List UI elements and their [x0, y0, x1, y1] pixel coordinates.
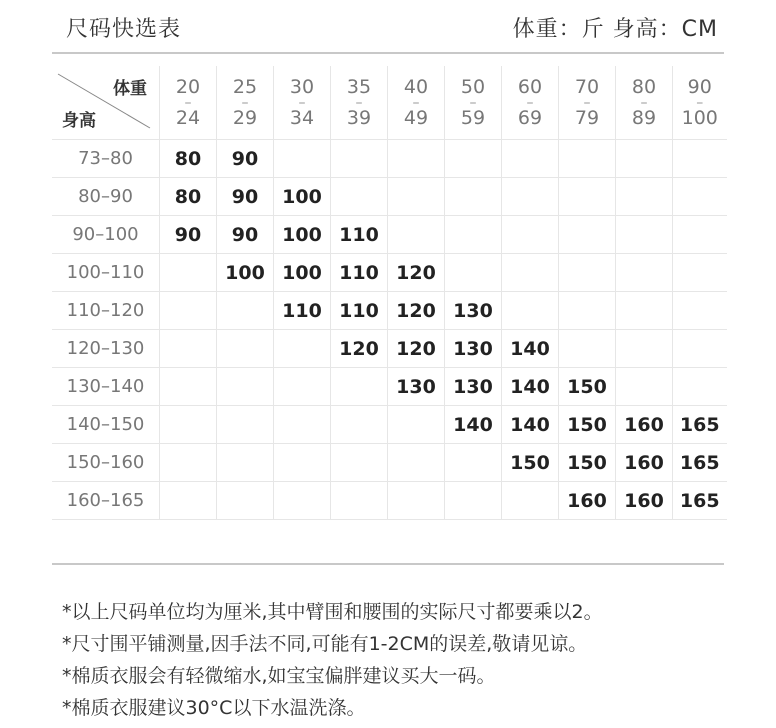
corner-height-label: 身高 [62, 111, 96, 131]
weight-column-header [673, 66, 727, 140]
weight-lo: 90 [687, 75, 712, 98]
size-cell [616, 292, 673, 330]
size-cell [274, 444, 331, 482]
size-cell: 120 [331, 330, 388, 368]
height-range-label: 150–160 [52, 444, 160, 482]
size-cell: 130 [445, 368, 502, 406]
size-cell: 130 [445, 330, 502, 368]
weight-hi: 89 [631, 106, 657, 129]
weight-hi: 49 [403, 106, 429, 129]
size-cell [673, 330, 727, 368]
table-row [52, 444, 727, 482]
weight-lo: 35 [346, 75, 372, 98]
size-cell [559, 140, 616, 178]
size-cell: 160 [616, 482, 673, 520]
table-row [52, 482, 727, 520]
size-cell [559, 254, 616, 292]
size-cell [616, 216, 673, 254]
size-cell [502, 254, 559, 292]
size-cell [673, 178, 727, 216]
weight-hi: 59 [460, 106, 486, 129]
weight-column-header [445, 66, 502, 140]
size-cell [502, 178, 559, 216]
size-cell [331, 444, 388, 482]
size-cell: 110 [331, 254, 388, 292]
weight-column-header [388, 66, 445, 140]
size-cell [217, 292, 274, 330]
size-cell [331, 368, 388, 406]
size-cell: 140 [445, 406, 502, 444]
table-row [52, 368, 727, 406]
size-cell: 100 [217, 254, 274, 292]
size-cell: 165 [673, 482, 727, 520]
size-cell [160, 406, 217, 444]
size-cell [673, 292, 727, 330]
size-cell: 100 [274, 254, 331, 292]
weight-dash: – [241, 94, 249, 111]
size-cell [559, 178, 616, 216]
size-cell [616, 254, 673, 292]
size-cell [274, 406, 331, 444]
size-cell: 90 [160, 216, 217, 254]
table-row [52, 406, 727, 444]
size-cell [217, 444, 274, 482]
size-cell: 140 [502, 406, 559, 444]
divider-top [52, 52, 724, 54]
weight-column-header [217, 66, 274, 140]
note-line: *棉质衣服会有轻微缩水,如宝宝偏胖建议买大一码。 [62, 665, 496, 687]
height-range-label: 110–120 [52, 292, 160, 330]
size-cell: 110 [274, 292, 331, 330]
size-cell: 130 [445, 292, 502, 330]
header-row [52, 66, 727, 140]
weight-lo: 40 [403, 75, 429, 98]
size-cell [274, 368, 331, 406]
weight-column-header [502, 66, 559, 140]
weight-lo: 25 [232, 75, 258, 98]
weight-lo: 80 [631, 75, 657, 98]
size-cell [331, 482, 388, 520]
weight-hi: 100 [681, 106, 718, 129]
size-cell [217, 482, 274, 520]
size-cell [160, 254, 217, 292]
table-row [52, 216, 727, 254]
weight-column-header [559, 66, 616, 140]
size-cell [388, 482, 445, 520]
note-line: *棉质衣服建议30°C以下水温洗涤。 [62, 697, 366, 719]
size-cell: 160 [559, 482, 616, 520]
height-range-label: 140–150 [52, 406, 160, 444]
size-cell [445, 482, 502, 520]
size-cell [502, 140, 559, 178]
size-cell [445, 216, 502, 254]
size-cell [445, 444, 502, 482]
weight-dash: – [298, 94, 306, 111]
size-cell: 140 [502, 368, 559, 406]
size-cell [616, 178, 673, 216]
size-cell: 100 [274, 216, 331, 254]
weight-dash: – [526, 94, 534, 111]
size-cell: 150 [502, 444, 559, 482]
weight-lo: 20 [175, 75, 201, 98]
note-line: *尺寸围平铺测量,因手法不同,可能有1-2CM的误差,敬请见谅。 [62, 633, 588, 655]
size-cell [217, 330, 274, 368]
size-cell: 140 [502, 330, 559, 368]
size-cell: 100 [274, 178, 331, 216]
size-cell [388, 444, 445, 482]
weight-hi: 29 [232, 106, 258, 129]
notes [62, 596, 762, 724]
size-cell [274, 330, 331, 368]
size-cell: 165 [673, 444, 727, 482]
table-row [52, 330, 727, 368]
weight-lo: 60 [517, 75, 543, 98]
size-cell [217, 368, 274, 406]
size-cell [388, 406, 445, 444]
height-range-label: 160–165 [52, 482, 160, 520]
weight-hi: 69 [517, 106, 543, 129]
size-cell [559, 216, 616, 254]
size-cell [331, 140, 388, 178]
header [52, 0, 724, 52]
units-label: 体重：斤 身高：CM [512, 17, 718, 42]
size-cell: 80 [160, 178, 217, 216]
size-cell [160, 444, 217, 482]
size-cell: 150 [559, 444, 616, 482]
weight-dash: – [640, 94, 648, 111]
size-cell [160, 482, 217, 520]
height-range-label: 80–90 [52, 178, 160, 216]
height-range-label: 120–130 [52, 330, 160, 368]
table-row [52, 178, 727, 216]
size-cell: 90 [217, 140, 274, 178]
weight-dash: – [583, 94, 591, 111]
weight-lo: 30 [289, 75, 315, 98]
size-cell [502, 292, 559, 330]
weight-dash: – [469, 94, 477, 111]
size-cell [331, 406, 388, 444]
size-cell [559, 292, 616, 330]
size-cell [445, 178, 502, 216]
size-cell: 150 [559, 368, 616, 406]
size-cell [673, 254, 727, 292]
size-cell [616, 330, 673, 368]
weight-hi: 79 [574, 106, 600, 129]
size-cell [388, 140, 445, 178]
size-cell [673, 140, 727, 178]
corner-cell [52, 66, 160, 140]
size-cell: 120 [388, 330, 445, 368]
height-range-label: 90–100 [52, 216, 160, 254]
table-row [52, 292, 727, 330]
size-cell [274, 482, 331, 520]
corner-weight-label: 体重 [113, 79, 147, 99]
size-cell [160, 368, 217, 406]
size-cell: 165 [673, 406, 727, 444]
weight-lo: 70 [574, 75, 600, 98]
size-cell [160, 292, 217, 330]
size-cell [217, 406, 274, 444]
size-cell [160, 330, 217, 368]
size-cell [502, 216, 559, 254]
table-row [52, 254, 727, 292]
size-cell [445, 254, 502, 292]
size-cell [616, 368, 673, 406]
size-cell: 160 [616, 406, 673, 444]
size-cell [616, 140, 673, 178]
weight-column-header [274, 66, 331, 140]
size-cell [331, 178, 388, 216]
size-cell: 110 [331, 216, 388, 254]
size-cell [388, 178, 445, 216]
weight-dash: – [696, 94, 704, 111]
weight-column-header [616, 66, 673, 140]
size-cell [445, 140, 502, 178]
size-cell [274, 140, 331, 178]
size-cell: 150 [559, 406, 616, 444]
size-cell: 80 [160, 140, 217, 178]
weight-hi: 34 [289, 106, 315, 129]
note-line: *以上尺码单位均为厘米,其中臂围和腰围的实际尺寸都要乘以2。 [62, 601, 603, 623]
size-cell: 130 [388, 368, 445, 406]
weight-hi: 39 [346, 106, 372, 129]
size-table [52, 66, 727, 520]
size-cell: 90 [217, 216, 274, 254]
weight-dash: – [184, 94, 192, 111]
weight-dash: – [412, 94, 420, 111]
weight-lo: 50 [460, 75, 486, 98]
height-range-label: 130–140 [52, 368, 160, 406]
height-range-label: 73–80 [52, 140, 160, 178]
size-cell: 120 [388, 292, 445, 330]
size-cell [673, 368, 727, 406]
table-row [52, 140, 727, 178]
weight-dash: – [355, 94, 363, 111]
size-cell [388, 216, 445, 254]
size-cell: 90 [217, 178, 274, 216]
size-cell [502, 482, 559, 520]
weight-column-header [160, 66, 217, 140]
weight-hi: 24 [175, 106, 201, 129]
size-cell: 160 [616, 444, 673, 482]
page-title: 尺码快选表 [66, 17, 182, 42]
size-cell [673, 216, 727, 254]
weight-column-header [331, 66, 388, 140]
divider-bottom [52, 563, 724, 565]
size-cell: 120 [388, 254, 445, 292]
height-range-label: 100–110 [52, 254, 160, 292]
size-cell [559, 330, 616, 368]
size-cell: 110 [331, 292, 388, 330]
